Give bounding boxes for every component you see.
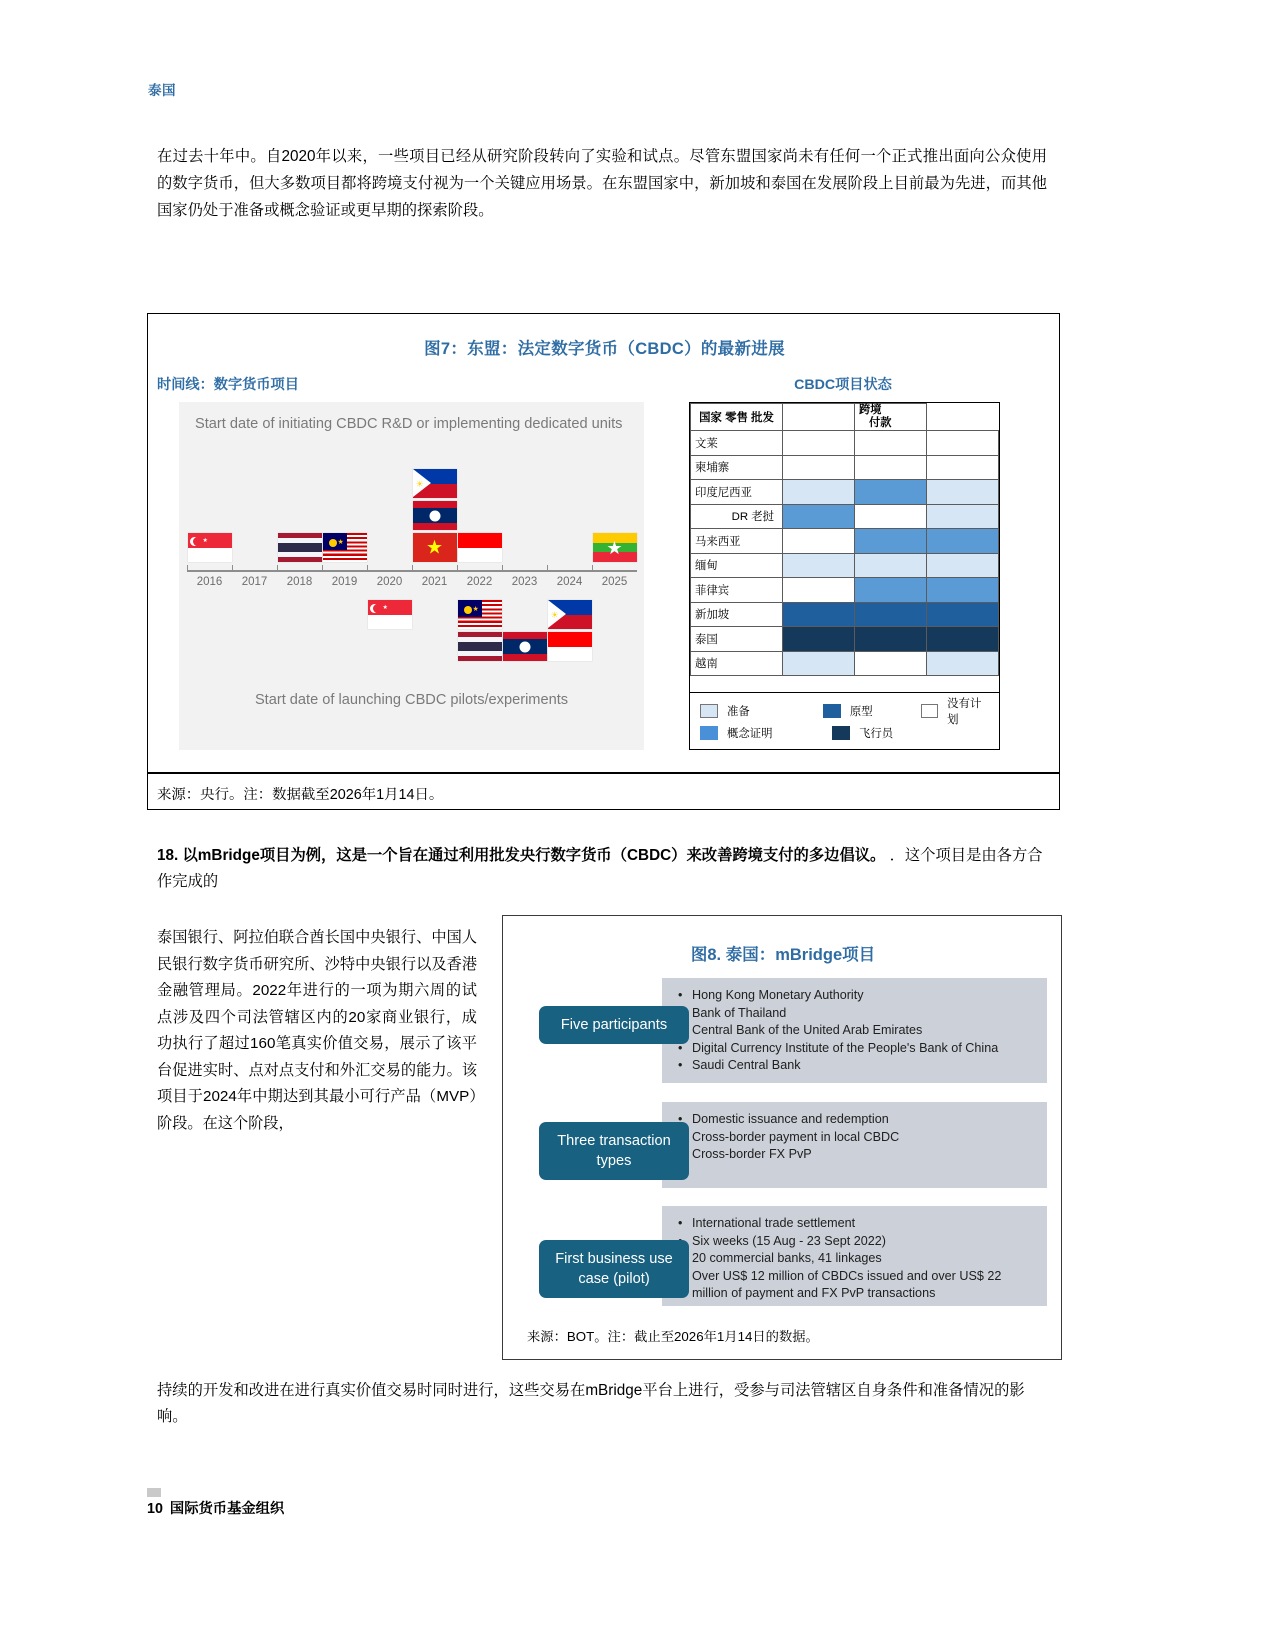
- status-table-header-row: [691, 404, 999, 431]
- legend-swatch-none: [921, 704, 938, 718]
- status-cell-prep: [783, 553, 855, 578]
- status-cell-none: [783, 431, 855, 456]
- legend-label-prep: 准备: [727, 706, 750, 718]
- status-country-name: 泰国: [691, 627, 783, 652]
- flag-singapore-icon: ★: [188, 533, 232, 562]
- figure-8-source: 来源：BOT。注：截止至2026年1月14日的数据。: [527, 1329, 819, 1344]
- page-footer: [147, 1498, 284, 1518]
- figure-8-bullet-item: • Central Bank of the United Arab Emirates: [690, 1022, 1035, 1040]
- status-cell-poc: [927, 578, 999, 603]
- timeline-year-label: 2017: [241, 576, 268, 588]
- timeline-tick: [232, 565, 233, 571]
- paragraph-18-bold: 18. 以mBridge项目为例，这是一个旨在通过利用批发央行数字货币（CBDC）来改善跨境支付的多边倡议。: [157, 847, 886, 864]
- status-cell-proto: [927, 602, 999, 627]
- figure-8-bullet-item: • Digital Currency Institute of the People's Bank of China: [690, 1040, 1035, 1058]
- status-table-row: [691, 504, 999, 529]
- status-cell-prep: [927, 553, 999, 578]
- status-cell-pilot: [855, 627, 927, 652]
- figure-8-row: [521, 978, 1047, 1083]
- timeline-year-label: 2019: [331, 576, 358, 588]
- timeline-tick: [367, 565, 368, 571]
- footer-page-number: 10: [147, 1501, 163, 1517]
- status-table-row: [691, 651, 999, 676]
- status-cell-poc: [927, 529, 999, 554]
- cbdc-status-table: [690, 403, 999, 676]
- timeline-tick: [322, 565, 323, 571]
- flag-thailand-icon: [278, 533, 322, 562]
- paragraph-18-tail: ．这个项目是由各方合作完成的: [157, 847, 1043, 890]
- flag-indonesia-icon: [458, 533, 502, 562]
- figure-7-source-divider: [147, 772, 1060, 774]
- status-country-name: 越南: [691, 651, 783, 676]
- figure-8-container: [502, 915, 1062, 1360]
- timeline-tick: [457, 565, 458, 571]
- status-table-row: [691, 627, 999, 652]
- paragraph-18: [157, 843, 1052, 895]
- legend-label-none: 没有计划: [947, 698, 982, 726]
- figure-8-detail-panel: [662, 978, 1047, 1083]
- footer-organization: 国际货币基金组织: [169, 1501, 285, 1517]
- legend-swatch-proto: [823, 704, 841, 718]
- flag-laos-icon: [413, 501, 457, 530]
- status-header-crossborder: 跨境 付款: [855, 404, 927, 431]
- legend-item-none: [921, 695, 989, 727]
- status-table-row: [691, 529, 999, 554]
- status-table-row: [691, 431, 999, 456]
- status-cell-pilot: [927, 627, 999, 652]
- closing-paragraph: 持续的开发和改进在进行真实价值交易时同时进行，这些交易在mBridge平台上进行，受参与司法管辖区自身条件和准备情况的影响。: [157, 1382, 1025, 1425]
- status-country-name: 文莱: [691, 431, 783, 456]
- figure-8-row: [521, 1206, 1047, 1306]
- figure-8-bullet-item: • Domestic issuance and redemption: [690, 1111, 1035, 1129]
- status-cell-none: [855, 431, 927, 456]
- figure-8-bullet-item: • Hong Kong Monetary Authority: [690, 987, 1035, 1005]
- intro-paragraph: 在过去十年中。自2020年以来，一些项目已经从研究阶段转向了实验和试点。尽管东盟国家尚未有任何一个正式推出面向公众使用的数字货币，但大多数项目都将跨境支付视为一个关键应用场景。在东盟国家中，新加坡和泰国在发展阶段上目前最为先进，而其他国家仍处于准备或概念验证或更早期的探索阶段。: [157, 148, 1047, 219]
- status-cell-none: [783, 578, 855, 603]
- flag-singapore-icon: ★: [368, 600, 412, 629]
- status-cell-none: [783, 455, 855, 480]
- footer-rule: [147, 1488, 161, 1497]
- status-cell-none: [855, 504, 927, 529]
- timeline-tick: [502, 565, 503, 571]
- status-cell-none: [783, 529, 855, 554]
- flag-myanmar-icon: ★: [593, 533, 637, 562]
- flag-malaysia-icon: ★: [323, 533, 367, 562]
- status-header-blank: [783, 404, 855, 431]
- legend-swatch-poc: [700, 726, 718, 740]
- flag-indonesia-icon: [548, 632, 592, 661]
- status-cell-prep: [927, 480, 999, 505]
- status-cell-proto: [783, 602, 855, 627]
- timeline-year-label: 2020: [376, 576, 403, 588]
- status-country-name: 柬埔寨: [691, 455, 783, 480]
- status-cell-none: [927, 431, 999, 456]
- legend-item-prep: [700, 703, 823, 719]
- timeline-caption-bottom: Start date of launching CBDC pilots/experiments: [254, 692, 569, 708]
- status-cell-prep: [783, 651, 855, 676]
- status-header-country: 国家 零售 批发: [691, 404, 783, 431]
- status-country-name: 菲律宾: [691, 578, 783, 603]
- figure-8-category-pill: Three transaction types: [539, 1122, 689, 1180]
- cbdc-status-table-wrapper: [689, 402, 1000, 750]
- flag-laos-icon: [503, 632, 547, 661]
- timeline-year-label: 2025: [601, 576, 628, 588]
- figure-8-bullet-item: • Over US$ 12 million of CBDCs issued and over US$ 22 million of payment and FX PvP transactions: [690, 1268, 1035, 1303]
- status-country-name: 印度尼西亚: [691, 480, 783, 505]
- status-cell-none: [855, 651, 927, 676]
- status-cell-proto: [855, 602, 927, 627]
- legend-label-pilot: 飞行员: [859, 728, 894, 740]
- figure-8-bullet-item: • Saudi Central Bank: [690, 1057, 1035, 1075]
- status-country-name: 缅甸: [691, 553, 783, 578]
- running-head: 泰国: [148, 83, 176, 98]
- status-table-row: [691, 578, 999, 603]
- timeline-year-label: 2018: [286, 576, 313, 588]
- status-table-row: [691, 602, 999, 627]
- timeline-caption-top: Start date of initiating CBDC R&D or implementing dedicated units: [195, 416, 623, 432]
- timeline-tick: [412, 565, 413, 571]
- status-country-name: 马来西亚: [691, 529, 783, 554]
- figure-7-subtitle-left: 时间线：数字货币项目: [157, 377, 299, 393]
- flag-thailand-icon: [458, 632, 502, 661]
- flag-philippines-icon: ☀: [548, 600, 592, 629]
- legend-label-proto: 原型: [849, 706, 873, 718]
- status-table-row: [691, 553, 999, 578]
- flag-malaysia-icon: ★: [458, 600, 502, 629]
- timeline-year-label: 2022: [466, 576, 493, 588]
- status-country-name: DR 老挝: [691, 504, 783, 529]
- status-country-name: 新加坡: [691, 602, 783, 627]
- legend-swatch-prep: [700, 704, 718, 718]
- figure-8-bullet-item: • International trade settlement: [690, 1215, 1035, 1233]
- status-cell-poc: [783, 504, 855, 529]
- figure-7-title: 图7：东盟：法定数字货币（CBDC）的最新进展: [424, 340, 785, 358]
- legend-item-pilot: [832, 725, 938, 741]
- status-cell-prep: [855, 553, 927, 578]
- status-cell-poc: [855, 529, 927, 554]
- figure-7-source: 来源：央行。注：数据截至2026年1月14日。: [157, 787, 444, 803]
- legend-row-1: [700, 698, 989, 726]
- status-legend: [690, 692, 999, 749]
- timeline-year-label: 2021: [421, 576, 448, 588]
- figure-8-bullet-item: • 20 commercial banks, 41 linkages: [690, 1250, 1035, 1268]
- status-table-row: [691, 455, 999, 480]
- figure-8-category-pill: Five participants: [539, 1006, 689, 1044]
- status-cell-poc: [855, 480, 927, 505]
- figure-8-detail-panel: [662, 1102, 1047, 1188]
- status-table-row: [691, 480, 999, 505]
- figure-8-bullet-item: • Bank of Thailand: [690, 1005, 1035, 1023]
- figure-8-bullet-item: • Six weeks (15 Aug - 23 Sept 2022): [690, 1233, 1035, 1251]
- figure-8-row: [521, 1102, 1047, 1188]
- figure-7-container: [147, 313, 1060, 810]
- timeline-year-label: 2023: [511, 576, 538, 588]
- timeline-year-label: 2024: [556, 576, 583, 588]
- figure-8-title: 图8. 泰国：mBridge项目: [690, 946, 876, 964]
- timeline-tick: [187, 565, 188, 571]
- figure-8-bullet-item: • Cross-border FX PvP: [690, 1146, 1035, 1164]
- figure-8-category-pill: First business use case (pilot): [539, 1240, 689, 1298]
- status-cell-prep: [927, 504, 999, 529]
- legend-item-poc: [700, 725, 832, 741]
- status-cell-prep: [783, 480, 855, 505]
- legend-item-proto: [823, 703, 922, 719]
- timeline-tick: [547, 565, 548, 571]
- timeline-tick: [277, 565, 278, 571]
- flag-vietnam-icon: ★: [413, 533, 457, 562]
- figure-8-detail-panel: [662, 1206, 1047, 1306]
- legend-swatch-pilot: [832, 726, 850, 740]
- timeline-year-label: 2016: [196, 576, 223, 588]
- status-cell-none: [927, 455, 999, 480]
- status-cell-poc: [855, 578, 927, 603]
- status-cell-none: [855, 455, 927, 480]
- body-column-text: 泰国银行、阿拉伯联合酋长国中央银行、中国人民银行数字货币研究所、沙特中央银行以及香港金融管理局。2022年进行的一项为期六周的试点涉及四个司法管辖区内的20家商业银行，成功执行了超过160笔真实价值交易，展示了该平台促进实时、点对点支付和外汇交易的能力。该项目于2024年中期达到其最小可行产品（MVP）阶段。在这个阶段，: [157, 929, 477, 1132]
- figure-7-subtitle-right: CBDC项目状态: [794, 377, 892, 393]
- legend-label-poc: 概念证明: [727, 728, 773, 740]
- figure-8-bullet-item: • Cross-border payment in local CBDC: [690, 1129, 1035, 1147]
- flag-philippines-icon: ☀: [413, 469, 457, 498]
- timeline-tick: [592, 565, 593, 571]
- status-cell-pilot: [783, 627, 855, 652]
- cbdc-timeline-panel: [179, 402, 644, 750]
- status-cell-prep: [927, 651, 999, 676]
